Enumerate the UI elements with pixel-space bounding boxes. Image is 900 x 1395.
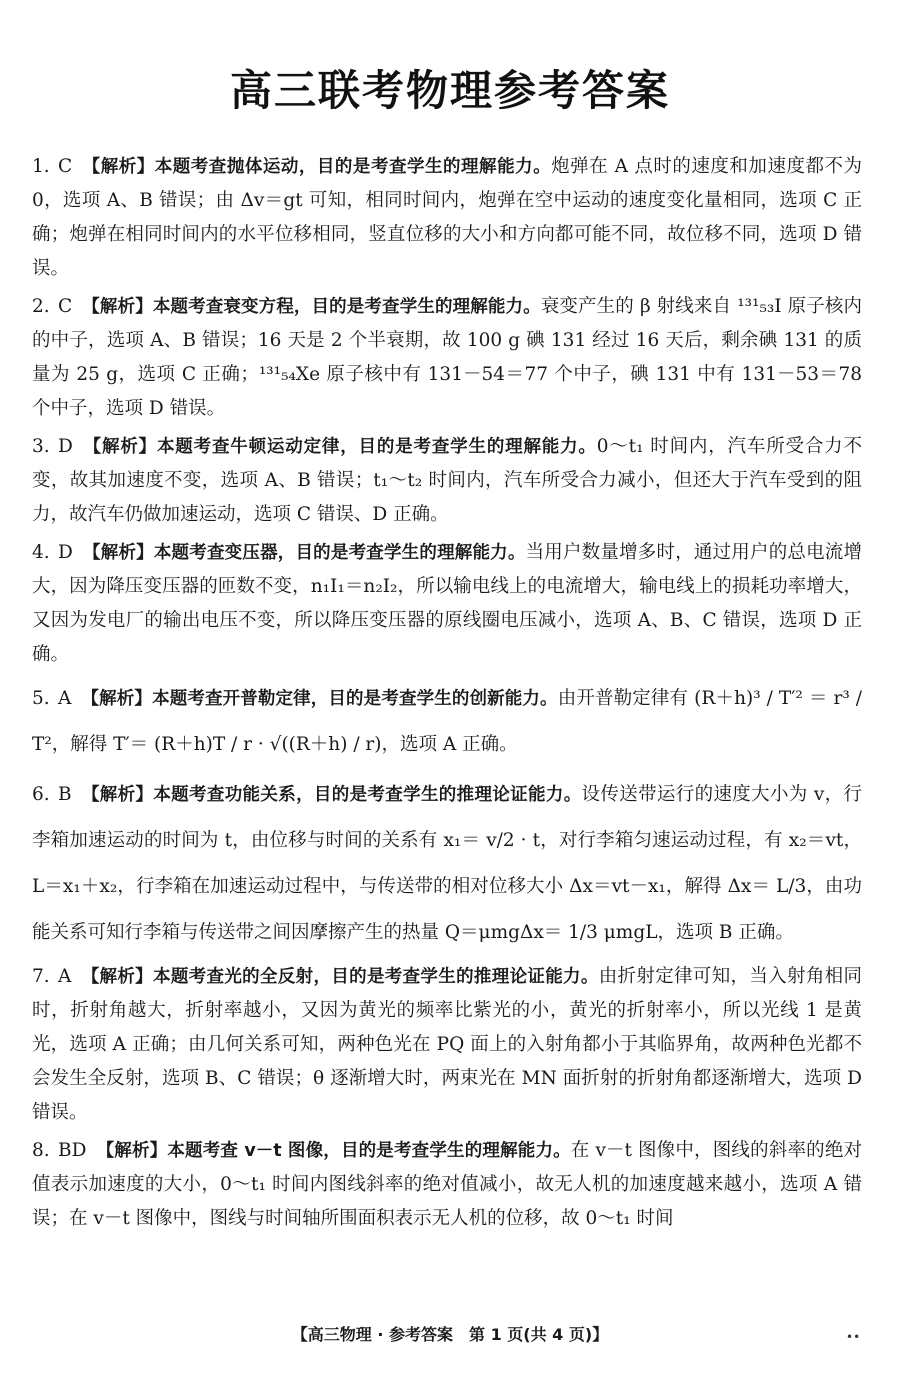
- analysis-body: 炮弹在 A 点时的速度和加速度都不为 0，选项 A、B 错误；由 Δv＝gt 可知，相同时间内，炮弹在空中运动的速度变化量相同，选项 C 正确；炮弹在相同时间内的水平位移相同，竖直位移的大小和方向都可能不同，故位移不同，选项 D 错误。: [32, 156, 863, 279]
- answer-choice: A: [58, 688, 72, 709]
- question-number: 6.: [32, 784, 50, 805]
- answer-list: [32, 150, 862, 1240]
- analysis-body: 衰变产生的 β 射线来自 ¹³¹₅₃I 原子核内的中子，选项 A、B 错误；16 天是 2 个半衰期，故 100 g 碘 131 经过 16 天后，剩余碘 131 的质量为 25 g，选项 C 正确；¹³¹₅₄Xe 原子核中有 131－54＝77 个中子，碘 131 中有 131－53＝78 个中子，选项 D 错误。: [32, 296, 863, 419]
- analysis-body: 在 v－t 图像中，图线的斜率的绝对值表示加速度的大小，0～t₁ 时间内图线斜率的绝对值减小，故无人机的加速度越来越小，选项 A 错误；在 v－t 图像中，图线与时间轴所围面积表示无人机的位移，故 0～t₁ 时间: [32, 1140, 863, 1229]
- page-footer: 【高三物理 · 参考答案 第 1 页(共 4 页)】: [291, 1325, 609, 1344]
- question-number: 3.: [32, 436, 50, 457]
- answer-item-6: [32, 772, 862, 956]
- corner-mark: ••: [846, 1330, 861, 1344]
- answer-item-4: [32, 536, 862, 672]
- question-number: 8.: [32, 1140, 50, 1161]
- analysis-body: 当用户数量增多时，通过用户的总电流增大，因为降压变压器的匝数不变，n₁I₁＝n₂I₂，所以输电线上的电流增大，输电线上的损耗功率增大，又因为发电厂的输出电压不变，所以降压变压器的原线圈电压减小，选项 A、B、C 错误，选项 D 正确。: [32, 542, 862, 665]
- analysis-tag: 【解析】: [82, 157, 155, 177]
- question-number: 7.: [32, 966, 50, 987]
- analysis-tag: 【解析】: [82, 437, 157, 457]
- analysis-body: 0～t₁ 时间内，汽车所受合力不变，故其加速度不变，选项 A、B 错误；t₁～t₂ 时间内，汽车所受合力减小，但还大于汽车受到的阻力，故汽车仍做加速运动，选项 C 错误、D 正确。: [32, 436, 862, 525]
- analysis-intro: 本题考查衰变方程，目的是考查学生的理解能力。: [152, 297, 541, 317]
- answer-choice: D: [58, 436, 73, 457]
- question-number: 1.: [32, 156, 50, 177]
- analysis-body: 由折射定律可知，当入射角相同时，折射角越大，折射率越小，又因为黄光的频率比紫光的小，黄光的折射率小，所以光线 1 是黄光，选项 A 正确；由几何关系可知，两种色光在 PQ 面上的入射角都小于其临界角，故两种色光都不会发生全反射，选项 B、C 错误；θ 逐渐增大时，两束光在 MN 面折射的折射角都逐渐增大，选项 D 错误。: [32, 966, 862, 1123]
- analysis-tag: 【解析】: [81, 689, 153, 709]
- analysis-tag: 【解析】: [82, 297, 153, 317]
- analysis-intro: 本题考查开普勒定律，目的是考查学生的创新能力。: [152, 689, 558, 709]
- answer-item-7: [32, 960, 862, 1130]
- page-title: 高三联考物理参考答案: [229, 66, 670, 115]
- answer-choice: BD: [58, 1140, 87, 1161]
- analysis-tag: 【解析】: [96, 1141, 168, 1161]
- analysis-intro: 本题考查功能关系，目的是考查学生的推理论证能力。: [153, 785, 582, 805]
- answer-item-1: [32, 150, 862, 286]
- analysis-intro: 本题考查 v－t 图像，目的是考查学生的理解能力。: [167, 1141, 571, 1161]
- question-number: 2.: [32, 296, 50, 317]
- answer-choice: C: [58, 156, 73, 177]
- question-number: 5.: [32, 688, 50, 709]
- question-number: 4.: [32, 542, 50, 563]
- analysis-tag: 【解析】: [82, 543, 154, 563]
- answer-item-5: [32, 676, 862, 768]
- analysis-intro: 本题考查光的全反射，目的是考查学生的推理论证能力。: [153, 967, 599, 987]
- analysis-tag: 【解析】: [81, 785, 154, 805]
- analysis-intro: 本题考查牛顿运动定律，目的是考查学生的理解能力。: [156, 437, 597, 457]
- analysis-intro: 本题考查抛体运动，目的是考查学生的理解能力。: [154, 157, 552, 177]
- analysis-tag: 【解析】: [81, 967, 154, 987]
- analysis-body: 设传送带运行的速度大小为 v，行李箱加速运动的时间为 t，由位移与时间的关系有 x₁＝ v/2 · t，对行李箱匀速运动过程，有 x₂＝vt，L＝x₁＋x₂，行李箱在加速运动过程中，与传送带的相对位移大小 Δx＝vt－x₁，解得 Δx＝ L/3，由功能关系可知行李箱与传送带之间因摩擦产生的热量 Q＝μmgΔx＝ 1/3 μmgL，选项 B 正确。: [32, 784, 863, 943]
- answer-choice: B: [58, 784, 72, 805]
- answer-choice: C: [58, 296, 73, 317]
- answer-item-2: [32, 290, 862, 426]
- answer-choice: D: [58, 542, 73, 563]
- answer-item-8: [32, 1134, 862, 1236]
- analysis-intro: 本题考查变压器，目的是考查学生的理解能力。: [153, 543, 526, 563]
- answer-choice: A: [58, 966, 72, 987]
- answer-item-3: [32, 430, 862, 532]
- analysis-body: 由开普勒定律有 (R＋h)³ / T′² ＝ r³ / T²，解得 T′＝ (R＋h)T / r · √((R＋h) / r)，选项 A 正确。: [32, 688, 863, 755]
